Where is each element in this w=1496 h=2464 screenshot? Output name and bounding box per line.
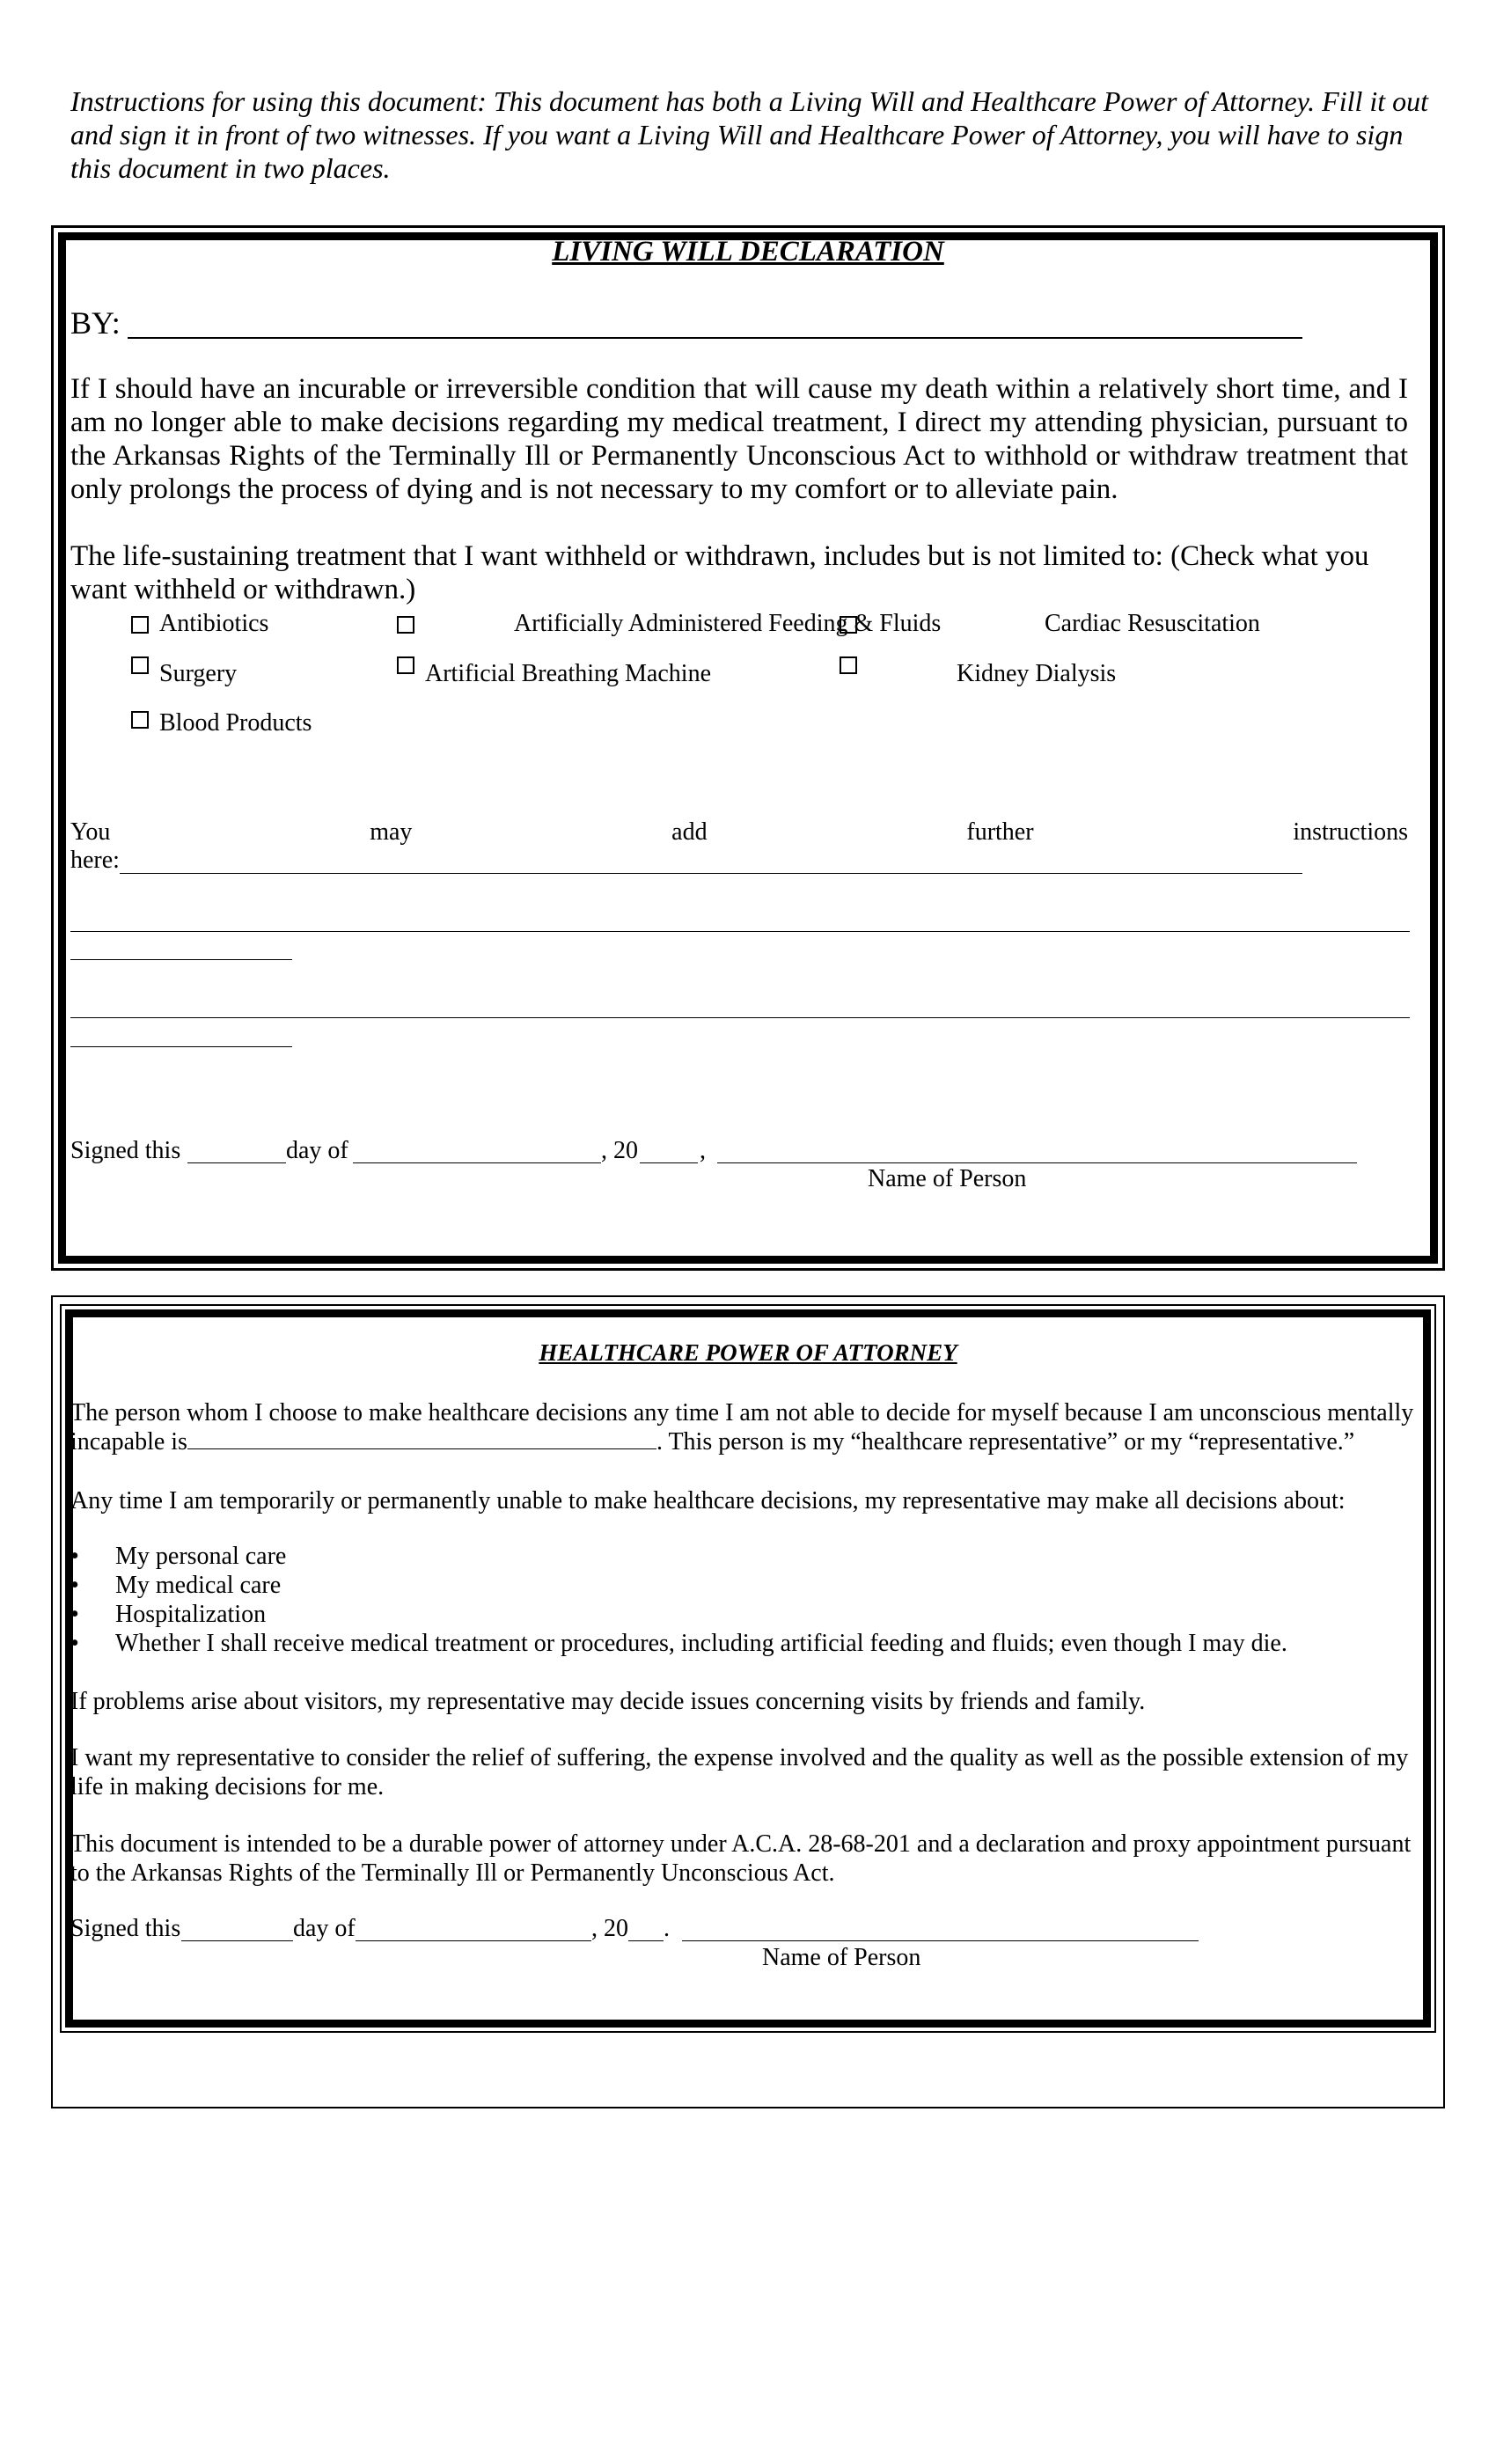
living-will-title: LIVING WILL DECLARATION [552,236,944,268]
blood-products-checkbox[interactable] [131,711,149,729]
lw-name-of-person-label: Name of Person [868,1165,1027,1192]
bullet-medical-care: My medical care [115,1572,282,1599]
bullet-personal-care: My personal care [115,1543,287,1570]
poa-year-prefix: , 20 [591,1915,628,1942]
surgery-label: Surgery [159,660,238,687]
here-label: here: [70,847,120,874]
word-you: You [70,818,111,846]
surgery-checkbox[interactable] [131,656,149,674]
lw-comma: , [700,1137,706,1164]
representative-name-field[interactable] [187,1431,656,1449]
word-may: may [370,818,413,846]
poa-day-field[interactable] [181,1940,293,1941]
word-instructions: instructions [1293,818,1408,846]
bullet-2-symbol: • [70,1572,79,1599]
breathing-checkbox[interactable] [397,656,414,674]
lw-year-field[interactable] [640,1162,698,1163]
bullet-treatment: Whether I shall receive medical treatment or procedures, including artificial feeding and fluids; even though I may die. [115,1630,1287,1657]
poa-representative-paragraph [70,1398,1426,1456]
poa-day-of-label: day of [293,1915,356,1942]
poa-month-field[interactable] [356,1940,591,1941]
cardiac-checkbox[interactable] [840,616,857,634]
feeding-label: Artificially Administered Feeding & Fluids [514,610,942,637]
poa-signed-this-label: Signed this [70,1915,181,1942]
poa-visitors-paragraph: If problems arise about visitors, my representative may decide issues concerning visits by friends and family. [70,1688,1146,1715]
further-instructions-prompt [70,818,1408,847]
poa-legal-paragraph: This document is intended to be a durable power of attorney under A.C.A. 28-68-201 and a declaration and proxy appointment pursuant to the Arkansas Rights of the Terminally Ill or Permanently Unconscious Act. [70,1830,1412,1887]
by-name-field[interactable] [128,337,1302,339]
poa-period: . [664,1915,670,1942]
bullet-4-symbol: • [70,1630,79,1657]
dialysis-checkbox[interactable] [840,656,857,674]
lw-day-of-label: day of [286,1137,348,1164]
bullet-hospitalization: Hospitalization [115,1601,267,1628]
antibiotics-label: Antibiotics [159,610,269,637]
lw-year-prefix: , 20 [601,1137,638,1164]
word-further: further [966,818,1034,846]
poa-signature-field[interactable] [682,1940,1199,1941]
by-label: BY: [70,305,121,341]
poa-title: HEALTHCARE POWER OF ATTORNEY [539,1339,957,1366]
poa-decisions-paragraph: Any time I am temporarily or permanently unable to make healthcare decisions, my representative may make all decisions about: [70,1487,1346,1514]
poa-para1-start: The person whom I choose to make healthcare decisions any time I am not able to decide for myself because I am unconscious mentally incapable is [70,1399,1414,1456]
lw-signed-this-label: Signed this [70,1137,181,1164]
antibiotics-checkbox[interactable] [131,616,149,634]
poa-para1-end: . This person is my “healthcare representative” or my “representative.” [656,1428,1355,1456]
blood-products-label: Blood Products [159,709,312,737]
bullet-1-symbol: • [70,1543,79,1570]
further-instructions-line-2[interactable] [70,931,1410,932]
lw-month-field[interactable] [353,1162,601,1163]
further-instructions-line-3b[interactable] [70,1046,292,1047]
poa-name-of-person-label: Name of Person [762,1944,921,1971]
further-instructions-line-2b[interactable] [70,959,292,960]
poa-considerations-paragraph: I want my representative to consider the relief of suffering, the expense involved and the quality as well as the possible extension of my life in making decisions for me. [70,1744,1409,1800]
dialysis-label: Kidney Dialysis [957,660,1117,687]
lw-day-field[interactable] [187,1162,286,1163]
bullet-3-symbol: • [70,1601,79,1628]
further-instructions-line-3[interactable] [70,1017,1410,1018]
poa-year-field[interactable] [628,1940,664,1941]
treatment-withheld-paragraph: The life-sustaining treatment that I want withheld or withdrawn, includes but is not limited to: (Check what you want withheld or withdrawn.) [70,540,1369,605]
further-instructions-line-1[interactable] [120,873,1302,874]
cardiac-label: Cardiac Resuscitation [1045,610,1260,637]
living-will-directive-paragraph: If I should have an incurable or irreversible condition that will cause my death within a relatively short time, and I am no longer able to make decisions regarding my medical treatment, I direct my attending physician, pursuant to the Arkansas Rights of the Terminally Ill or Permanently Unconscious Act to withhold or withdraw treatment that only prolongs the process of dying and is not necessary to my comfort or to alleviate pain. [70,373,1408,505]
word-add: add [671,818,708,846]
instructions-text: Instructions for using this document: This document has both a Living Will and Healthcare Power of Attorney. Fill it out and sign it in front of two witnesses. If you want a Living Will and Healthcare Power of Attorney, you will have to sign this document in two places. [70,85,1429,184]
breathing-label: Artificial Breathing Machine [425,660,711,687]
lw-signature-field[interactable] [717,1162,1357,1163]
feeding-checkbox[interactable] [397,616,414,634]
